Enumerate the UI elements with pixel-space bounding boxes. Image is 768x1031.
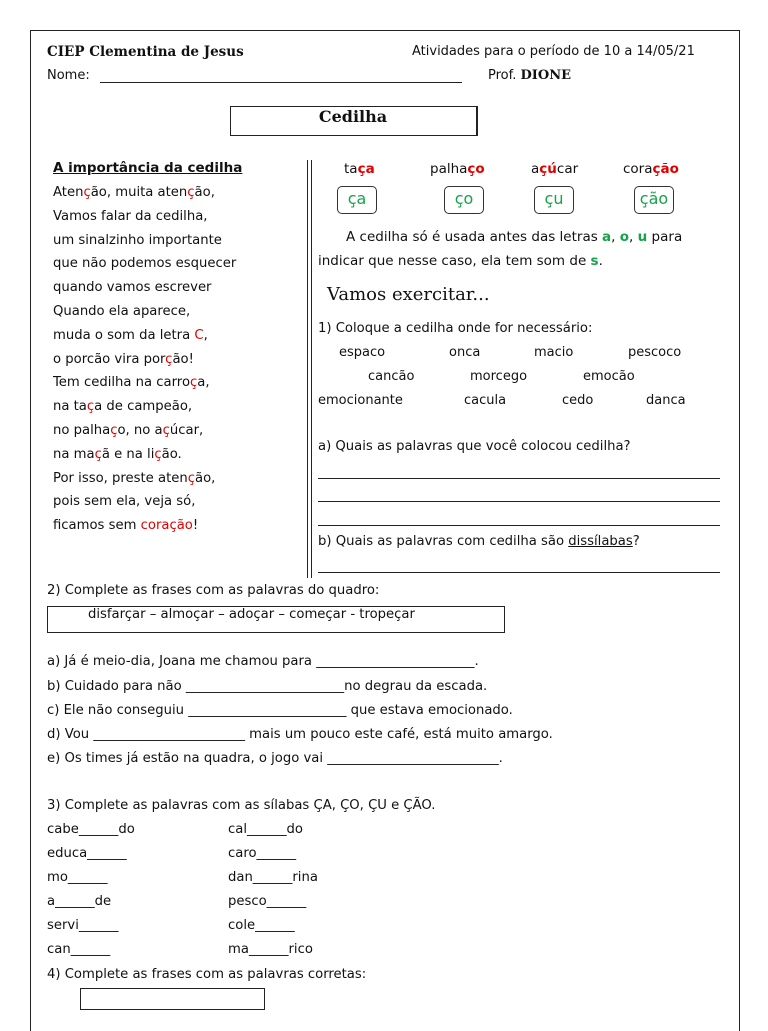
poem-line: muda o som da letra C, <box>53 327 208 343</box>
q3-item: cabe______do <box>47 822 135 837</box>
q1-word: emocão <box>583 369 635 384</box>
title-box-shadow <box>476 106 477 136</box>
poem-line: um sinalzinho importante <box>53 232 222 248</box>
q3-item: pesco______ <box>228 894 307 909</box>
q2-sentence-b: b) Cuidado para não ________________________no degrau da escada. <box>47 679 488 694</box>
prof-line <box>488 68 571 83</box>
poem-line: Quando ela aparece, <box>53 303 191 319</box>
poem-line: que não podemos esquecer <box>53 256 237 272</box>
name-input-line[interactable] <box>100 82 462 83</box>
q3-item: a______de <box>47 894 112 909</box>
poem-line: Por isso, preste atenção, <box>53 470 216 486</box>
rule-line-2: indicar que nesse caso, ela tem som de s. <box>318 253 603 269</box>
prof-name: DIONE <box>520 68 572 83</box>
q2-sentence-e: e) Os times já estão na quadra, o jogo vai __________________________. <box>47 751 503 766</box>
q3-item: mo______ <box>47 870 108 885</box>
poem-line: Atenção, muita atenção, <box>53 185 215 200</box>
q1-word: cacula <box>464 393 507 408</box>
example-word: açúcar <box>531 161 579 177</box>
q2-sentence-c: c) Ele não conseguiu ________________________ que estava emocionado. <box>47 703 513 718</box>
poem-line: no palhaço, no açúcar, <box>53 422 204 438</box>
q1a-text: a) Quais as palavras que você colocou cedilha? <box>318 439 631 454</box>
q3-item: servi______ <box>47 918 119 933</box>
school-name: CIEP Clementina de Jesus <box>47 44 244 60</box>
q2-text: 2) Complete as frases com as palavras do quadro: <box>47 583 380 598</box>
column-divider <box>307 160 308 578</box>
q3-item: ma______rico <box>228 942 313 957</box>
rule-line-1: A cedilha só é usada antes das letras a, o, u para <box>346 229 683 245</box>
poem <box>53 181 236 538</box>
name-label: Nome: <box>47 68 90 83</box>
q3-item: educa______ <box>47 846 127 861</box>
answer-line[interactable] <box>318 525 720 526</box>
q1-word: cedo <box>562 393 594 408</box>
syllable-box: ça <box>337 186 377 214</box>
q1-word: onca <box>449 345 481 360</box>
answer-line[interactable] <box>318 501 720 502</box>
q1-word: cancão <box>368 369 415 384</box>
q1-word: danca <box>646 393 686 408</box>
poem-line: Tem cedilha na carroça, <box>53 375 210 391</box>
syllable-box: çu <box>534 186 574 214</box>
q3-item: caro______ <box>228 846 297 861</box>
q1-word: macio <box>534 345 574 360</box>
answer-line[interactable] <box>318 572 720 573</box>
q2-sentence-d: d) Vou _______________________ mais um pouco este café, está muito amargo. <box>47 727 553 742</box>
exercise-title: Vamos exercitar... <box>327 284 490 305</box>
poem-line: na maçã e na lição. <box>53 446 182 462</box>
example-word: taça <box>344 161 375 177</box>
q3-item: cal______do <box>228 822 303 837</box>
q4-text: 4) Complete as frases com as palavras corretas: <box>47 967 367 982</box>
example-word: palhaço <box>430 161 485 177</box>
q3-text: 3) Complete as palavras com as sílabas ÇA, ÇO, ÇU e ÇÃO. <box>47 798 436 813</box>
q1-word: morcego <box>470 369 528 384</box>
poem-line: pois sem ela, veja só, <box>53 494 196 510</box>
prof-label: Prof. <box>488 68 517 83</box>
poem-line: na taça de campeão, <box>53 399 193 415</box>
q1-word: espaco <box>339 345 386 360</box>
poem-line: quando vamos escrever <box>53 280 212 296</box>
example-word: coração <box>623 161 679 177</box>
q2-sentence-a: a) Já é meio-dia, Joana me chamou para ________________________. <box>47 654 479 669</box>
q3-item: can______ <box>47 942 111 957</box>
word-box-text: disfarçar – almoçar – adoçar – começar - tropeçar <box>88 607 415 622</box>
poem-line: ficamos sem coração! <box>53 518 199 534</box>
q1-text: 1) Coloque a cedilha onde for necessário: <box>318 321 593 336</box>
page-title: Cedilha <box>318 107 388 126</box>
answer-line[interactable] <box>318 478 720 479</box>
poem-title: A importância da cedilha <box>53 160 243 176</box>
column-divider-2 <box>311 160 312 578</box>
q3-item: cole______ <box>228 918 295 933</box>
q3-item: dan______rina <box>228 870 318 885</box>
activity-period: Atividades para o período de 10 a 14/05/21 <box>412 44 695 59</box>
syllable-box: ção <box>634 186 674 214</box>
poem-line: Vamos falar da cedilha, <box>53 208 208 224</box>
poem-line: o porcão vira porção! <box>53 351 194 367</box>
q1-word: pescoco <box>628 345 682 360</box>
q1-word: emocionante <box>318 393 403 408</box>
q1b-text: b) Quais as palavras com cedilha são dissílabas? <box>318 534 640 549</box>
q4-word-box <box>80 988 265 1010</box>
syllable-box: ço <box>444 186 484 214</box>
